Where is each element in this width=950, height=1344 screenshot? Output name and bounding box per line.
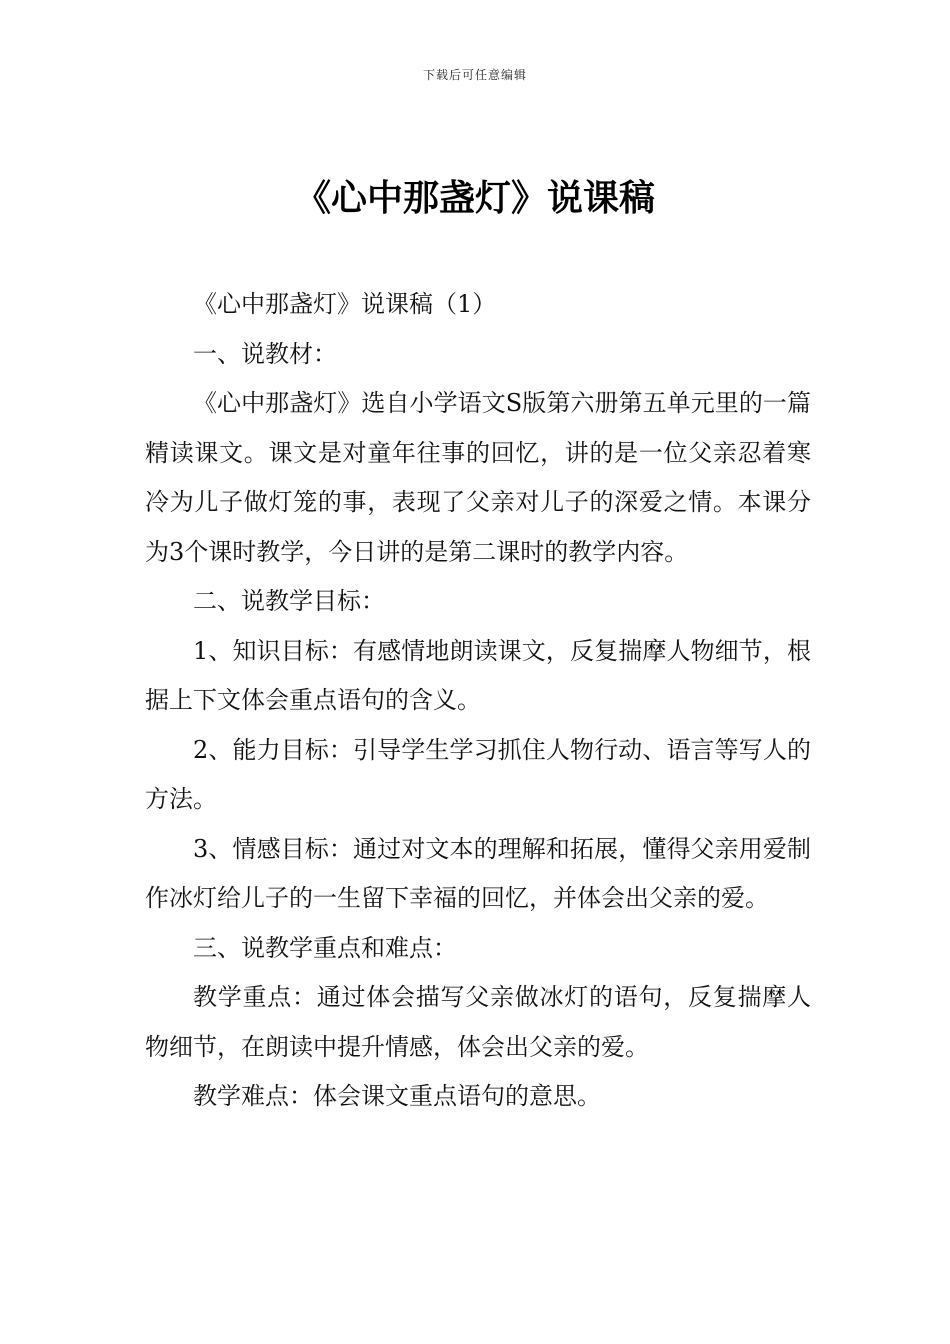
page-header-note: 下载后可任意编辑 [422,68,527,82]
paragraph-text: 《心中那盏灯》选自小学语文S版第六册第五单元里的一篇精读课文。课文是对童年往事的回忆，讲的是一位父亲忍着寒冷为儿子做灯笼的事，表现了父亲对儿子的深爱之情。本课分为3个课时教学，今日讲的是第二课时的教学内容。 [145,389,811,566]
paragraph-section-heading: 三、说教学重点和难点： [193,933,457,962]
document-title: 《心中那盏灯》说课稿 [294,178,655,219]
paragraph-section-heading: 一、说教材： [193,339,337,368]
paragraph-subtitle: 《心中那盏灯》说课稿（1） [193,290,497,318]
paragraph-text: 3、情感目标：通过对文本的理解和拓展，懂得父亲用爱制作冰灯给儿子的一生留下幸福的回忆，并体会出父亲的爱。 [145,834,811,912]
document-body [145,280,811,1122]
paragraph-text: 教学难点：体会课文重点语句的意思。 [193,1082,601,1110]
paragraph-text: 1、知识目标：有感情地朗读课文，反复揣摩人物细节，根据上下文体会重点语句的含义。 [145,636,811,714]
paragraph-section-heading: 二、说教学目标： [193,587,385,615]
paragraph-text: 教学重点：通过体会描写父亲做冰灯的语句，反复揣摩人物细节，在朗读中提升情感，体会出父亲的爱。 [145,983,811,1061]
paragraph-text: 2、能力目标：引导学生学习抓住人物行动、语言等写人的方法。 [145,735,811,813]
